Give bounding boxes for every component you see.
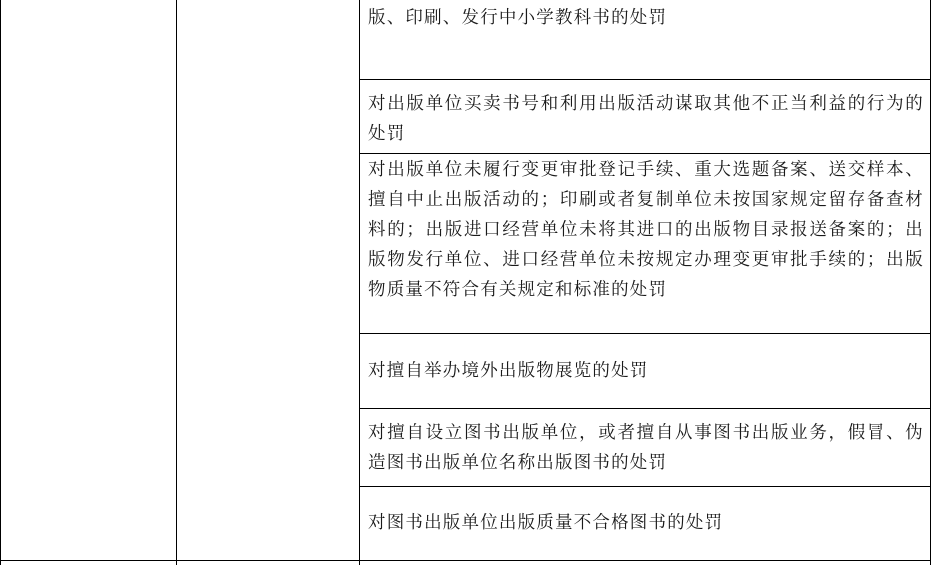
row-divider xyxy=(359,486,931,487)
column-divider-1 xyxy=(176,0,177,565)
penalty-item-text: 对出版单位买卖书号和利用出版活动谋取其他不正当利益的行为的处罚 xyxy=(368,94,924,144)
penalty-item-text: 对擅自举办境外出版物展览的处罚 xyxy=(368,361,649,381)
table-row xyxy=(360,418,930,478)
penalty-item-text: 版、印刷、发行中小学教科书的处罚 xyxy=(368,8,668,28)
penalty-item-text: 对出版单位未履行变更审批登记手续、重大选题备案、送交样本、擅自中止出版活动的；印刷或者复制单位未按国家规定留存备查材料的；出版进口经营单位未将其进口的出版物目录报送备案的；出版物发行单位、进口经营单位未按规定办理变更审批手续的；出版物质量不符合有关规定和标准的处罚 xyxy=(368,160,924,300)
table-border-bottom xyxy=(0,560,931,561)
table-row xyxy=(360,89,930,149)
row-divider xyxy=(359,153,931,154)
row-divider xyxy=(359,79,931,80)
table-border-right xyxy=(930,0,931,565)
penalty-item-text: 对图书出版单位出版质量不合格图书的处罚 xyxy=(368,513,724,533)
table-border-left xyxy=(0,0,1,565)
row-divider xyxy=(359,408,931,409)
table-row xyxy=(360,3,930,33)
table-row xyxy=(360,356,930,386)
penalty-item-text: 对擅自设立图书出版单位，或者擅自从事图书出版业务，假冒、伪造图书出版单位名称出版图书的处罚 xyxy=(368,423,924,473)
table-row xyxy=(360,508,930,538)
table-row xyxy=(360,155,930,305)
row-divider xyxy=(359,333,931,334)
